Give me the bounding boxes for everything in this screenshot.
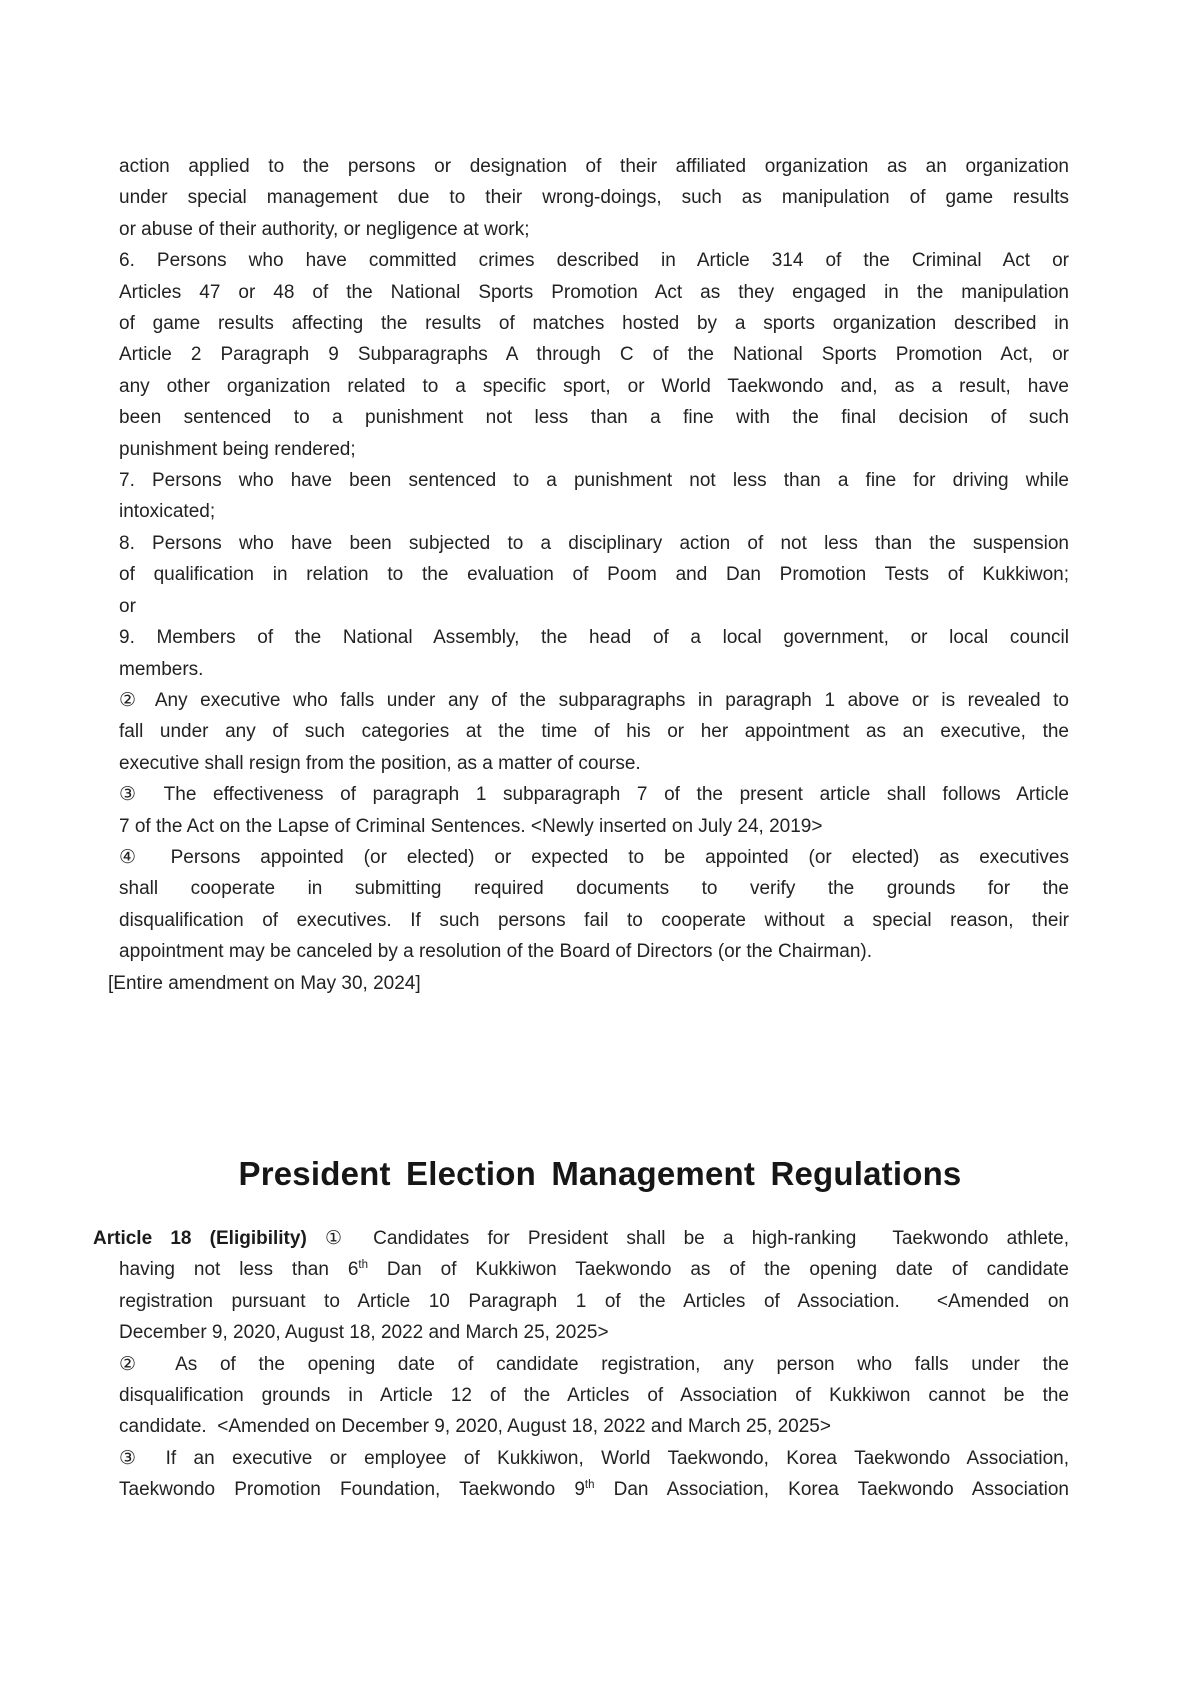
text-run: of game results affecting the results of matches hosted by a sports organization described in: [119, 313, 1069, 335]
text-run: candidate. <Amended on December 9, 2020, August 18, 2022 and March 25, 2025>: [119, 1416, 831, 1438]
text-line: [119, 748, 1069, 779]
text-line: [119, 214, 1069, 245]
article-18-paragraphs: [93, 1223, 1070, 1506]
text-run: or abuse of their authority, or negligence at work;: [119, 218, 530, 240]
text-run: having not less than 6: [119, 1259, 359, 1281]
text-line: [119, 465, 1069, 496]
text-run: ③ If an executive or employee of Kukkiwon, World Taekwondo, Korea Taekwondo Association,: [119, 1447, 1069, 1469]
text-line: [119, 245, 1069, 276]
text-line: [119, 1443, 1069, 1474]
text-line: [119, 1286, 1069, 1317]
text-line: [93, 1223, 1069, 1254]
text-run: Dan Association, Korea Taekwondo Association: [594, 1479, 1069, 1501]
text-line: [119, 182, 1069, 213]
text-run: 9. Members of the National Assembly, the head of a local government, or local council: [119, 627, 1069, 649]
text-line: [119, 151, 1069, 182]
text-line: [119, 1474, 1069, 1505]
text-line: [119, 685, 1069, 716]
text-run: or: [119, 595, 136, 617]
text-run: ② As of the opening date of candidate registration, any person who falls under the: [119, 1353, 1069, 1375]
text-line: [119, 716, 1069, 747]
text-run: 6. Persons who have committed crimes described in Article 314 of the Criminal Act or: [119, 250, 1069, 272]
text-line: [119, 1411, 1069, 1442]
text-line: [119, 591, 1069, 622]
text-run: appointment may be canceled by a resolution of the Board of Directors (or the Chairman).: [119, 941, 872, 963]
executive-disqualification-section: [108, 151, 1069, 999]
text-run: shall cooperate in submitting required documents to verify the grounds for the: [119, 878, 1069, 900]
text-run: of qualification in relation to the evaluation of Poom and Dan Promotion Tests of Kukkiwon;: [119, 564, 1069, 586]
text-run: ② Any executive who falls under any of the subparagraphs in paragraph 1 above or is revealed to: [119, 689, 1069, 711]
text-run: ④ Persons appointed (or elected) or expected to be appointed (or elected) as executives: [119, 846, 1069, 868]
text-line: [119, 371, 1069, 402]
text-run: been sentenced to a punishment not less than a fine with the final decision of such: [119, 407, 1069, 429]
text-run: executive shall resign from the position, as a matter of course.: [119, 752, 641, 774]
text-run: members.: [119, 658, 204, 680]
text-line: [119, 308, 1069, 339]
text-line: [119, 434, 1069, 465]
article-18-eligibility-section: [93, 1223, 1070, 1506]
text-line: [119, 873, 1069, 904]
entire-amendment-note: [Entire amendment on May 30, 2024]: [108, 972, 421, 994]
text-run: punishment being rendered;: [119, 438, 356, 460]
text-run: any other organization related to a specific sport, or World Taekwondo and, as a result, have: [119, 375, 1069, 397]
text-run: ① Candidates for President shall be a high-ranking Taekwondo athlete,: [306, 1228, 1070, 1249]
text-run: Articles 47 or 48 of the National Sports Promotion Act as they engaged in the manipulation: [119, 281, 1069, 303]
text-run: Dan of Kukkiwon Taekwondo as of the opening date of candidate: [367, 1259, 1069, 1281]
text-run: Taekwondo Promotion Foundation, Taekwondo 9: [119, 1479, 585, 1501]
pre-title-paragraphs: [119, 151, 1069, 968]
text-run: disqualification grounds in Article 12 of the Articles of Association of Kukkiwon cannot be the: [119, 1385, 1069, 1407]
text-run: 7 of the Act on the Lapse of Criminal Sentences. <Newly inserted on July 24, 2019>: [119, 815, 823, 837]
text-line: [119, 559, 1069, 590]
text-line: [119, 622, 1069, 653]
text-line: [119, 1317, 1069, 1348]
text-line: [119, 339, 1069, 370]
text-line: [119, 277, 1069, 308]
text-line: [119, 842, 1069, 873]
text-run: December 9, 2020, August 18, 2022 and March 25, 2025>: [119, 1322, 609, 1344]
text-line: [119, 496, 1069, 527]
text-run: under special management due to their wrong-doings, such as manipulation of game results: [119, 187, 1069, 209]
text-line: [119, 528, 1069, 559]
text-line: [119, 402, 1069, 433]
text-run: 8. Persons who have been subjected to a disciplinary action of not less than the suspension: [119, 532, 1069, 554]
text-line: [119, 936, 1069, 967]
regulations-title: President Election Management Regulations: [238, 1155, 962, 1193]
text-run: intoxicated;: [119, 501, 216, 523]
text-run: Article 2 Paragraph 9 Subparagraphs A through C of the National Sports Promotion Act, or: [119, 344, 1069, 366]
text-run: disqualification of executives. If such persons fail to cooperate without a special reason, their: [119, 909, 1069, 931]
text-run: Article 18 (Eligibility): [93, 1228, 307, 1249]
text-line: [119, 1349, 1069, 1380]
text-line: [119, 905, 1069, 936]
text-run: 7. Persons who have been sentenced to a punishment not less than a fine for driving while: [119, 470, 1069, 492]
text-line: [119, 1254, 1069, 1285]
text-run: fall under any of such categories at the time of his or her appointment as an executive, the: [119, 721, 1069, 743]
superscript-ordinal: th: [584, 1479, 595, 1492]
text-line: [119, 779, 1069, 810]
text-line: [119, 811, 1069, 842]
text-line: [119, 654, 1069, 685]
text-run: registration pursuant to Article 10 Paragraph 1 of the Articles of Association. <Amended on: [119, 1290, 1069, 1312]
text-run: action applied to the persons or designation of their affiliated organization as an organization: [119, 156, 1069, 177]
text-line: [119, 1380, 1069, 1411]
text-run: ③ The effectiveness of paragraph 1 subparagraph 7 of the present article shall follows Article: [119, 784, 1069, 806]
superscript-ordinal: th: [358, 1259, 368, 1272]
